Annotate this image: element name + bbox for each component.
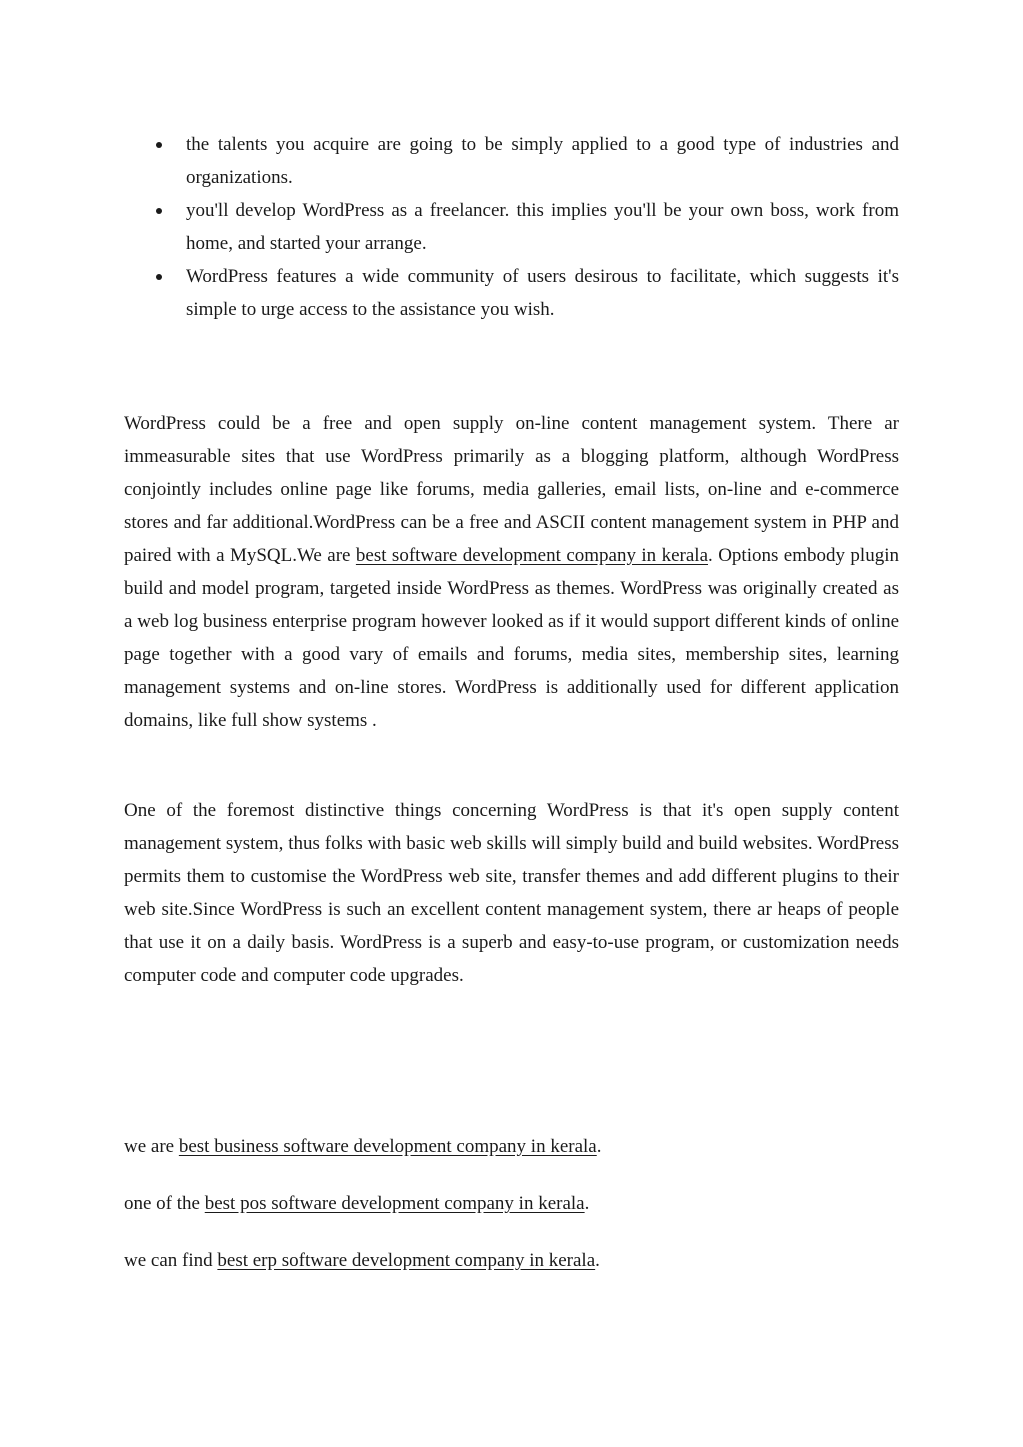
list-item xyxy=(124,194,899,260)
line-suffix: . xyxy=(596,1136,602,1157)
link-line-business xyxy=(124,1130,899,1163)
line-suffix: . xyxy=(595,1250,600,1271)
line-prefix: we can find xyxy=(124,1250,218,1271)
list-item xyxy=(124,260,899,326)
paragraph-text: WordPress could be a free and open supply on-line content management system. There ar immeasurable sites that use WordPress primarily as a blogging platform, although WordPress conjointly includes online page like forums, media galleries, email lists, on-line and e-commerce stores and far additional.WordPress can be a free and ASCII content management system in PHP and paired with a MySQL.We are xyxy=(124,413,899,566)
link-line-pos xyxy=(124,1187,899,1220)
line-suffix: . xyxy=(584,1193,590,1214)
bullet-icon xyxy=(156,142,162,148)
paragraph-wordpress-intro xyxy=(124,407,899,737)
line-prefix: we are xyxy=(124,1136,179,1157)
paragraph-text: One of the foremost distinctive things concerning WordPress is that it's open supply content management system, thus folks with basic web skills will simply build and build websites. WordPress permits them to customise the WordPress web site, transfer themes and add different plugins to their web site.Since WordPress is such an excellent content management system, there ar heaps of people that use it on a daily basis. WordPress is a superb and easy-to-use program, or customization needs computer code and computer code upgrades. xyxy=(124,800,899,986)
paragraph-text: . Options embody plugin build and model program, targeted inside WordPress as themes. WordPress was originally created as a web log business enterprise program however looked as if it would support different kinds of online page together with a good vary of emails and forums, media sites, membership sites, learning management systems and on-line stores. WordPress is additionally used for different application domains, like full show systems . xyxy=(124,545,899,731)
software-company-link[interactable]: best software development company in kerala xyxy=(355,545,709,566)
business-software-link[interactable]: best business software development company in kerala xyxy=(178,1136,597,1157)
bullet-text: you'll develop WordPress as a freelancer. this implies you'll be your own boss, work from home, and started your arrange. xyxy=(186,200,899,254)
bullet-icon xyxy=(156,208,162,214)
pos-software-link[interactable]: best pos software development company in kerala xyxy=(204,1193,585,1214)
paragraph-wordpress-features xyxy=(124,794,899,992)
bullet-list xyxy=(124,128,899,326)
erp-software-link[interactable]: best erp software development company in kerala xyxy=(217,1250,596,1271)
bullet-text: WordPress features a wide community of users desirous to facilitate, which suggests it's simple to urge access to the assistance you wish. xyxy=(186,266,899,320)
list-item xyxy=(124,128,899,194)
bullet-text: the talents you acquire are going to be simply applied to a good type of industries and organizations. xyxy=(186,134,899,188)
bullet-icon xyxy=(156,274,162,280)
line-prefix: one of the xyxy=(124,1193,205,1214)
link-line-erp xyxy=(124,1244,899,1277)
